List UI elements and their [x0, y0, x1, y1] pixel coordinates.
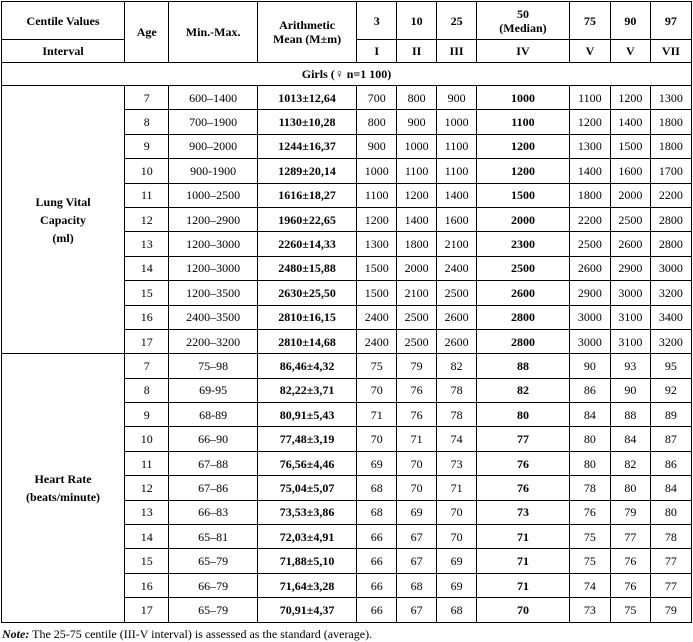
- centile-cell: 70: [437, 500, 477, 524]
- centile-cell: 1100: [397, 159, 437, 183]
- centile-cell: 1200: [477, 159, 570, 183]
- girls-label: Girls (♀ n=1 100): [2, 63, 692, 86]
- centile-cell: 79: [650, 598, 691, 622]
- age-cell: 7: [125, 354, 169, 378]
- centile-cell: 90: [569, 354, 610, 378]
- centile-cell: 74: [569, 573, 610, 597]
- centile-cell: 3100: [610, 305, 650, 329]
- centile-cell: 1000: [397, 134, 437, 158]
- mean-cell: 80,91±5,43: [257, 403, 356, 427]
- centile-cell: 76: [397, 403, 437, 427]
- min-max-cell: 2200–3200: [169, 329, 258, 353]
- mean-cell: 71,64±3,28: [257, 573, 356, 597]
- min-max-cell: 69-95: [169, 378, 258, 402]
- centile-cell: 80: [610, 476, 650, 500]
- centile-cell: 70: [357, 378, 397, 402]
- centile-cell: 1300: [357, 232, 397, 256]
- centile-cell: 1400: [610, 110, 650, 134]
- centile-cell: 76: [569, 500, 610, 524]
- header-interval-7: VII: [650, 40, 691, 63]
- centile-cell: 1800: [650, 110, 691, 134]
- centile-cell: 2300: [477, 232, 570, 256]
- centile-cell: 68: [357, 476, 397, 500]
- centile-cell: 66: [357, 598, 397, 622]
- centile-cell: 2800: [477, 329, 570, 353]
- centile-cell: 1600: [437, 207, 477, 231]
- centile-cell: 66: [357, 573, 397, 597]
- mean-cell: 2630±25,50: [257, 281, 356, 305]
- centile-cell: 2400: [357, 329, 397, 353]
- age-cell: 14: [125, 525, 169, 549]
- header-mean-line1: Arithmetic: [279, 18, 336, 32]
- mean-cell: 1289±20,14: [257, 159, 356, 183]
- centile-cell: 70: [357, 427, 397, 451]
- age-cell: 12: [125, 207, 169, 231]
- centile-cell: 1200: [569, 110, 610, 134]
- centile-cell: 1500: [357, 256, 397, 280]
- centile-cell: 75: [357, 354, 397, 378]
- centile-cell: 700: [357, 86, 397, 110]
- mean-cell: 72,03±4,91: [257, 525, 356, 549]
- centile-cell: 74: [437, 427, 477, 451]
- age-cell: 13: [125, 232, 169, 256]
- centile-cell: 76: [477, 451, 570, 475]
- mean-cell: 2260±14,33: [257, 232, 356, 256]
- centile-cell: 69: [357, 451, 397, 475]
- centile-cell: 75: [610, 598, 650, 622]
- centile-cell: 2200: [650, 183, 691, 207]
- centile-cell: 1100: [437, 134, 477, 158]
- centile-cell: 1500: [477, 183, 570, 207]
- age-cell: 8: [125, 110, 169, 134]
- centile-cell: 2600: [610, 232, 650, 256]
- centile-cell: 2000: [477, 207, 570, 231]
- centile-cell: 92: [650, 378, 691, 402]
- centile-cell: 76: [610, 573, 650, 597]
- centile-cell: 800: [397, 86, 437, 110]
- centile-cell: 3000: [569, 305, 610, 329]
- age-cell: 9: [125, 134, 169, 158]
- header-age: Age: [125, 2, 169, 63]
- centile-cell: 2600: [437, 305, 477, 329]
- age-cell: 11: [125, 451, 169, 475]
- mean-cell: 76,56±4,46: [257, 451, 356, 475]
- centile-cell: 2500: [437, 281, 477, 305]
- parameter-label-line: (beats/minute): [26, 489, 101, 504]
- centile-cell: 66: [357, 525, 397, 549]
- centile-cell: 73: [569, 598, 610, 622]
- centile-cell: 80: [569, 427, 610, 451]
- header-interval-2: II: [397, 40, 437, 63]
- min-max-cell: 1200–2900: [169, 207, 258, 231]
- centile-cell: 88: [610, 403, 650, 427]
- centile-cell: 800: [357, 110, 397, 134]
- header-median-label: (Median): [499, 20, 547, 35]
- centile-cell: 1200: [477, 134, 570, 158]
- mean-cell: 2810±14,68: [257, 329, 356, 353]
- header-centile-3: 3: [357, 2, 397, 40]
- centile-cell: 69: [437, 573, 477, 597]
- header-interval-1: I: [357, 40, 397, 63]
- centile-cell: 1800: [569, 183, 610, 207]
- centile-cell: 89: [650, 403, 691, 427]
- table-row: [2, 86, 692, 110]
- age-cell: 7: [125, 86, 169, 110]
- heart-rate-label: [2, 354, 125, 622]
- centile-cell: 69: [397, 500, 437, 524]
- header-centile-10: 10: [397, 2, 437, 40]
- centile-cell: 3000: [610, 281, 650, 305]
- min-max-cell: 65–79: [169, 598, 258, 622]
- age-cell: 15: [125, 549, 169, 573]
- parameter-label-line: Capacity: [40, 212, 87, 227]
- centile-cell: 93: [610, 354, 650, 378]
- centile-cell: 1400: [437, 183, 477, 207]
- centile-cell: 1600: [610, 159, 650, 183]
- centile-cell: 76: [477, 476, 570, 500]
- age-cell: 12: [125, 476, 169, 500]
- centile-cell: 86: [569, 378, 610, 402]
- min-max-cell: 1200–3500: [169, 281, 258, 305]
- age-cell: 17: [125, 598, 169, 622]
- centile-cell: 78: [569, 476, 610, 500]
- centile-cell: 900: [357, 134, 397, 158]
- mean-cell: 1013±12,64: [257, 86, 356, 110]
- centile-cell: 1100: [569, 86, 610, 110]
- mean-cell: 1960±22,65: [257, 207, 356, 231]
- centile-cell: 71: [437, 476, 477, 500]
- header-centile-90: 90: [610, 2, 650, 40]
- min-max-cell: 65–81: [169, 525, 258, 549]
- centile-cell: 1000: [477, 86, 570, 110]
- centile-cell: 70: [397, 476, 437, 500]
- min-max-cell: 66–83: [169, 500, 258, 524]
- centile-cell: 84: [569, 403, 610, 427]
- age-cell: 15: [125, 281, 169, 305]
- centile-cell: 900: [437, 86, 477, 110]
- centile-cell: 1300: [569, 134, 610, 158]
- mean-cell: 77,48±3,19: [257, 427, 356, 451]
- centile-cell: 1100: [437, 159, 477, 183]
- centile-cell: 78: [650, 525, 691, 549]
- age-cell: 10: [125, 159, 169, 183]
- centile-cell: 71: [357, 403, 397, 427]
- centile-cell: 67: [397, 598, 437, 622]
- centile-cell: 68: [437, 598, 477, 622]
- age-cell: 17: [125, 329, 169, 353]
- centile-cell: 71: [477, 549, 570, 573]
- lung-vital-capacity-label: [2, 86, 125, 354]
- centile-cell: 1000: [437, 110, 477, 134]
- min-max-cell: 1000–2500: [169, 183, 258, 207]
- min-max-cell: 900-1900: [169, 159, 258, 183]
- centile-cell: 1200: [357, 207, 397, 231]
- mean-cell: 73,53±3,86: [257, 500, 356, 524]
- centile-cell: 1100: [477, 110, 570, 134]
- header-interval-4: IV: [477, 40, 570, 63]
- centile-cell: 900: [397, 110, 437, 134]
- centile-cell: 82: [610, 451, 650, 475]
- parameter-label-line: Lung Vital: [35, 194, 91, 209]
- age-cell: 8: [125, 378, 169, 402]
- centile-cell: 2900: [569, 281, 610, 305]
- age-cell: 13: [125, 500, 169, 524]
- centile-cell: 75: [569, 549, 610, 573]
- centile-cell: 2500: [610, 207, 650, 231]
- centile-cell: 1800: [650, 134, 691, 158]
- centile-cell: 1400: [397, 207, 437, 231]
- header-centile-97: 97: [650, 2, 691, 40]
- girls-row: [2, 63, 692, 86]
- header-interval: Interval: [2, 40, 125, 63]
- mean-cell: 1616±18,27: [257, 183, 356, 207]
- min-max-cell: 66–79: [169, 573, 258, 597]
- centile-cell: 3400: [650, 305, 691, 329]
- centile-cell: 1200: [397, 183, 437, 207]
- min-max-cell: 2400–3500: [169, 305, 258, 329]
- centile-cell: 82: [477, 378, 570, 402]
- centile-cell: 77: [650, 549, 691, 573]
- centile-cell: 2800: [650, 207, 691, 231]
- age-cell: 10: [125, 427, 169, 451]
- centile-cell: 80: [569, 451, 610, 475]
- centile-cell: 82: [437, 354, 477, 378]
- centile-cell: 67: [397, 549, 437, 573]
- centile-cell: 2100: [397, 281, 437, 305]
- table-row: [2, 354, 692, 378]
- centile-cell: 77: [477, 427, 570, 451]
- age-cell: 16: [125, 305, 169, 329]
- mean-cell: 82,22±3,71: [257, 378, 356, 402]
- min-max-cell: 1200–3000: [169, 256, 258, 280]
- centile-cell: 76: [610, 549, 650, 573]
- centile-cell: 67: [397, 525, 437, 549]
- centile-cell: 77: [650, 573, 691, 597]
- header-centile-50-value: 50: [516, 6, 529, 21]
- header-interval-5: V: [569, 40, 610, 63]
- mean-cell: 2480±15,88: [257, 256, 356, 280]
- centile-cell: 68: [397, 573, 437, 597]
- centile-cell: 1400: [569, 159, 610, 183]
- centile-cell: 3200: [650, 281, 691, 305]
- header-interval-6: V: [610, 40, 650, 63]
- min-max-cell: 1200–3000: [169, 232, 258, 256]
- centile-cell: 66: [357, 549, 397, 573]
- centile-cell: 2500: [397, 305, 437, 329]
- centile-cell: 2600: [437, 329, 477, 353]
- centile-cell: 68: [357, 500, 397, 524]
- centile-cell: 2200: [569, 207, 610, 231]
- centile-cell: 70: [437, 525, 477, 549]
- mean-cell: 71,88±5,10: [257, 549, 356, 573]
- centile-cell: 84: [610, 427, 650, 451]
- centile-cell: 2900: [610, 256, 650, 280]
- centile-cell: 3000: [569, 329, 610, 353]
- age-cell: 16: [125, 573, 169, 597]
- header-centile-25: 25: [437, 2, 477, 40]
- note-text: The 25-75 centile (III-V interval) is assessed as the standard (average).: [29, 626, 373, 641]
- centile-cell: 1500: [610, 134, 650, 158]
- centile-cell: 2600: [477, 281, 570, 305]
- mean-cell: 1244±16,37: [257, 134, 356, 158]
- header-centile-values: Centile Values: [2, 2, 125, 40]
- centile-cell: 79: [397, 354, 437, 378]
- centile-cell: 71: [477, 525, 570, 549]
- centile-cell: 2800: [477, 305, 570, 329]
- centile-cell: 3200: [650, 329, 691, 353]
- table-note: [2, 627, 693, 642]
- centile-cell: 70: [477, 598, 570, 622]
- centile-cell: 71: [477, 573, 570, 597]
- min-max-cell: 67–88: [169, 451, 258, 475]
- centile-cell: 75: [569, 525, 610, 549]
- min-max-cell: 66–90: [169, 427, 258, 451]
- age-cell: 14: [125, 256, 169, 280]
- min-max-cell: 900–2000: [169, 134, 258, 158]
- centile-cell: 79: [610, 500, 650, 524]
- mean-cell: 2810±16,15: [257, 305, 356, 329]
- min-max-cell: 68-89: [169, 403, 258, 427]
- centile-cell: 1800: [397, 232, 437, 256]
- mean-cell: 75,04±5,07: [257, 476, 356, 500]
- centile-cell: 2500: [397, 329, 437, 353]
- centile-cell: 95: [650, 354, 691, 378]
- centile-cell: 2500: [569, 232, 610, 256]
- centile-cell: 3000: [650, 256, 691, 280]
- centile-cell: 80: [477, 403, 570, 427]
- parameter-label-line: (ml): [52, 230, 74, 245]
- centile-cell: 2800: [650, 232, 691, 256]
- centile-cell: 73: [437, 451, 477, 475]
- min-max-cell: 65–79: [169, 549, 258, 573]
- header-centile-50: [477, 2, 570, 40]
- centile-cell: 2600: [569, 256, 610, 280]
- centile-cell: 2000: [610, 183, 650, 207]
- min-max-cell: 600–1400: [169, 86, 258, 110]
- header-centile-75: 75: [569, 2, 610, 40]
- centile-cell: 2400: [437, 256, 477, 280]
- centile-cell: 70: [397, 451, 437, 475]
- centile-cell: 1100: [357, 183, 397, 207]
- centile-cell: 77: [610, 525, 650, 549]
- centile-cell: 78: [437, 403, 477, 427]
- centile-cell: 84: [650, 476, 691, 500]
- min-max-cell: 700–1900: [169, 110, 258, 134]
- centile-cell: 69: [437, 549, 477, 573]
- header-arithmetic-mean: [257, 2, 356, 63]
- centile-cell: 1700: [650, 159, 691, 183]
- header-min-max: Min.-Max.: [169, 2, 258, 63]
- centile-cell: 2400: [357, 305, 397, 329]
- centile-cell: 73: [477, 500, 570, 524]
- centile-cell: 71: [397, 427, 437, 451]
- header-mean-line2: Mean (M±m): [272, 32, 342, 46]
- mean-cell: 70,91±4,37: [257, 598, 356, 622]
- centile-cell: 1300: [650, 86, 691, 110]
- mean-cell: 86,46±4,32: [257, 354, 356, 378]
- centile-cell: 3100: [610, 329, 650, 353]
- centile-cell: 90: [610, 378, 650, 402]
- centile-cell: 1500: [357, 281, 397, 305]
- parameter-label-line: Heart Rate: [34, 471, 92, 486]
- centile-cell: 2000: [397, 256, 437, 280]
- centile-cell: 80: [650, 500, 691, 524]
- centile-cell: 1000: [357, 159, 397, 183]
- centile-table: [1, 1, 692, 623]
- min-max-cell: 75–98: [169, 354, 258, 378]
- note-label: Note:: [2, 626, 30, 641]
- min-max-cell: 67–86: [169, 476, 258, 500]
- centile-cell: 2500: [477, 256, 570, 280]
- centile-cell: 1200: [610, 86, 650, 110]
- centile-cell: 76: [397, 378, 437, 402]
- age-cell: 9: [125, 403, 169, 427]
- age-cell: 11: [125, 183, 169, 207]
- centile-cell: 87: [650, 427, 691, 451]
- header-interval-3: III: [437, 40, 477, 63]
- centile-cell: 86: [650, 451, 691, 475]
- mean-cell: 1130±10,28: [257, 110, 356, 134]
- centile-cell: 2100: [437, 232, 477, 256]
- centile-cell: 88: [477, 354, 570, 378]
- header-row-1: [2, 2, 692, 40]
- centile-cell: 78: [437, 378, 477, 402]
